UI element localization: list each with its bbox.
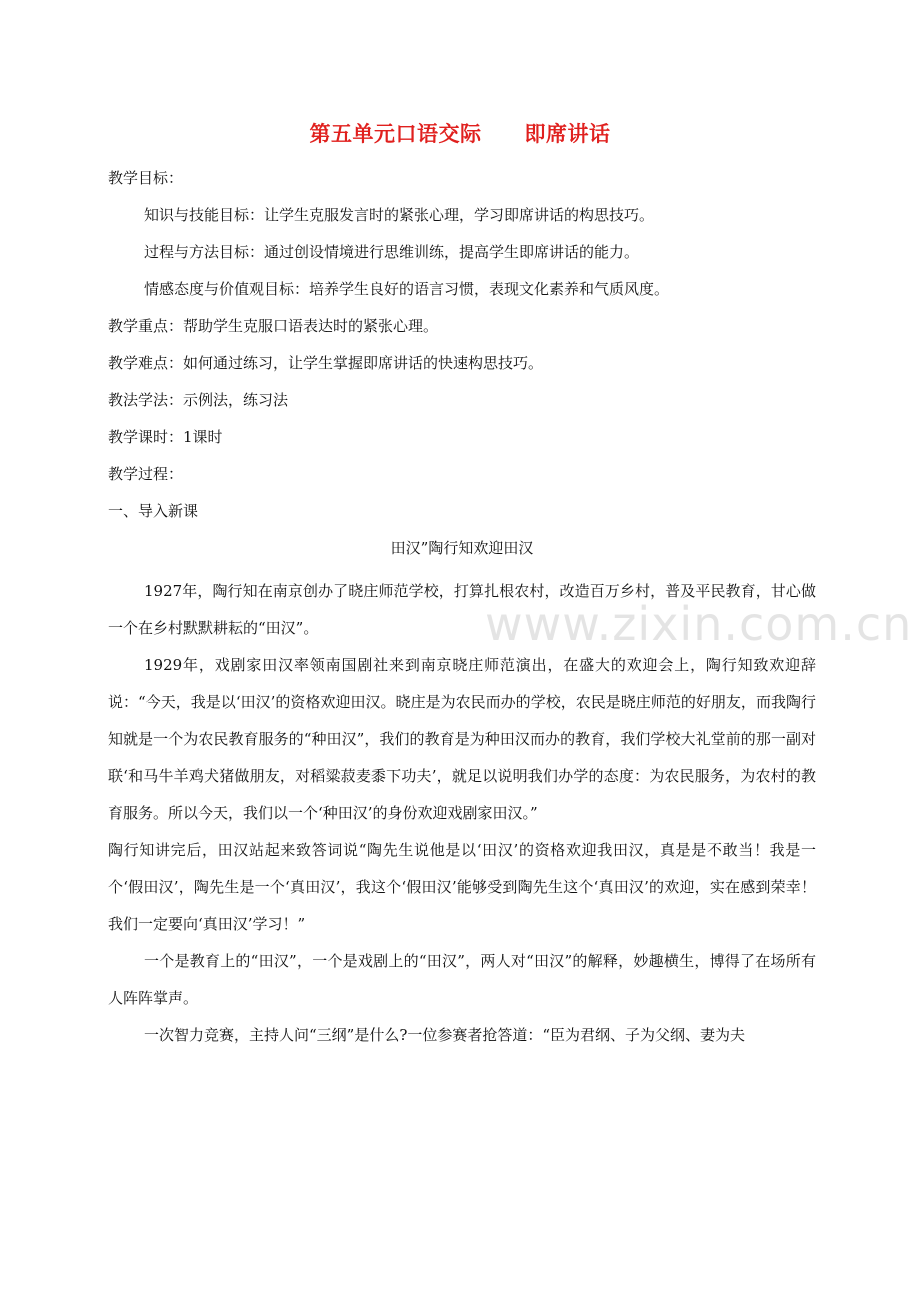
objective-knowledge: 知识与技能目标：让学生克服发言时的紧张心理，学习即席讲话的构思技巧。 xyxy=(144,206,655,224)
story-paragraph-1929: 1929年，戏剧家田汉率领南国剧社来到南京晓庄师范演出，在盛大的欢迎会上，陶行知致欢迎辞说：“今天，我是以‘田汉’的资格欢迎田汉。晓庄是为农民而办的学校，农民是晓庄师范的好朋友，而我陶行知就是一个为农民教育服务的“种田汉”，我们的教育是为种田汉而办的教育，我们学校大礼堂前的那一副对联‘和马牛羊鸡犬猪做朋友，对稻粱菽麦黍下功夫’，就足以说明我们办学的态度：为农民服务，为农村的教育服务。所以今天，我们以一个‘种田汉’的身份欢迎戏剧家田汉。” xyxy=(108,656,816,822)
watermark: www.zixin.com.cn xyxy=(485,597,913,651)
section-heading-objectives: 教学目标： xyxy=(108,169,184,187)
document-title: 第五单元口语交际 即席讲话 xyxy=(309,122,611,146)
teaching-hours: 教学课时：1课时 xyxy=(108,428,223,446)
teaching-difficulty: 教学难点：如何通过练习，让学生掌握即席讲话的快速构思技巧。 xyxy=(108,354,544,372)
section-heading-process: 教学过程： xyxy=(108,465,184,483)
document-body xyxy=(108,166,816,1054)
story-paragraph-1927: 1927年，陶行知在南京创办了晓庄师范学校，打算扎根农村，改造百万乡村，普及平民教育，甘心做一个在乡村默默耕耘的“田汉”。 xyxy=(108,582,816,637)
objective-process: 过程与方法目标：通过创设情境进行思维训练，提高学生即席讲话的能力。 xyxy=(144,243,640,261)
section-heading-intro: 一、导入新课 xyxy=(108,502,199,520)
story-paragraph-quiz: 一次智力竞赛，主持人问“三纲”是什么?一位参赛者抢答道：“臣为君纲、子为父纲、妻为夫 xyxy=(144,1026,746,1044)
teaching-methods: 教法学法：示例法，练习法 xyxy=(108,391,289,409)
story-paragraph-summary: 一个是教育上的“田汉”，一个是戏剧上的“田汉”，两人对“田汉”的解释，妙趣横生，博得了在场所有人阵阵掌声。 xyxy=(108,952,816,1007)
teaching-focus: 教学重点：帮助学生克服口语表达时的紧张心理。 xyxy=(108,317,439,335)
story-title: 田汉”陶行知欢迎田汉 xyxy=(390,539,534,557)
story-paragraph-reply: 陶行知讲完后，田汉站起来致答词说“陶先生说他是以‘田汉’的资格欢迎我田汉，真是是不敢当！我是一个‘假田汉’，陶先生是一个‘真田汉’，我这个‘假田汉’能够受到陶先生这个‘真田汉’的欢迎，实在感到荣幸！我们一定要向‘真田汉’学习！” xyxy=(108,841,816,933)
objective-attitude: 情感态度与价值观目标：培养学生良好的语言习惯，表现文化素养和气质风度。 xyxy=(144,280,670,298)
